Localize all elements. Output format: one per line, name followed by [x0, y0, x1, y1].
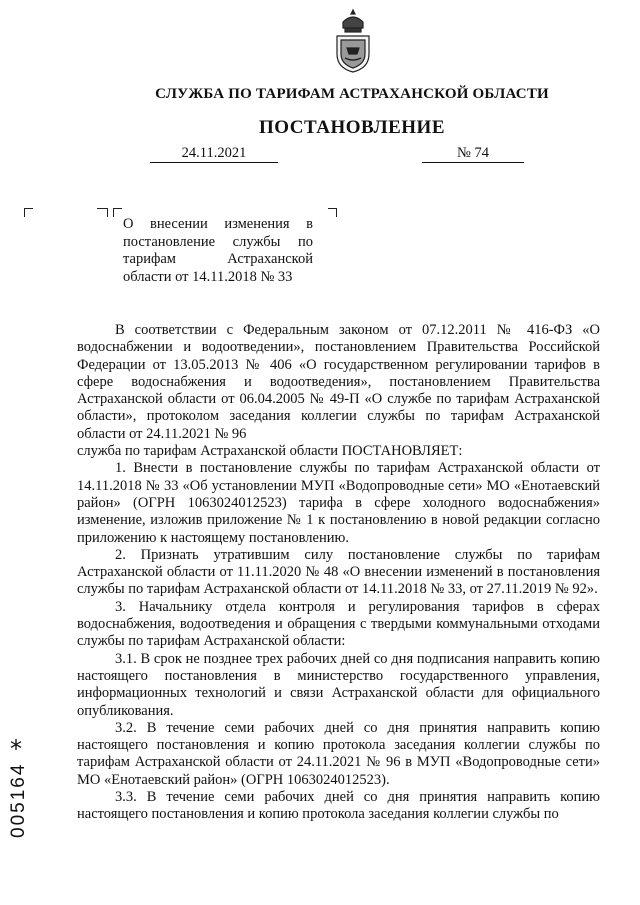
document-body	[77, 322, 600, 824]
agency-name: СЛУЖБА ПО ТАРИФАМ АСТРАХАНСКОЙ ОБЛАСТИ	[155, 86, 549, 102]
margin-asterisk: *	[10, 735, 22, 763]
clause-3-3: 3.3. В течение семи рабочих дней со дня принятия направить копию настоящего постановления и копию протокола заседания коллегии службы по	[77, 789, 600, 823]
preamble-paragraph: В соответствии с Федеральным законом от 07.12.2011 № 416-ФЗ «О водоснабжении и водоотведении», постановлением Правительства Российской Федерации от 13.05.2013 № 406 «О государственном регулировании тарифов в сфере водоснабжения и водоотведения», постановлением Правительства Астраханской области от 06.04.2005 № 49-П «О службе по тарифам Астраханской области», протоколом заседания коллегии службы по тарифам Астраханской области от 24.11.2021 № 96	[77, 322, 600, 442]
clause-2: 2. Признать утратившим силу постановление службы по тарифам Астраханской области от 11.11.2020 № 48 «О внесении изменений в постановления службы по тарифам Астраханской области от 14.11.2018 № 33, от 27.11.2019 № 92».	[77, 546, 600, 598]
document-type: ПОСТАНОВЛЕНИЕ	[258, 117, 446, 138]
document-date: 24.11.2021	[150, 145, 278, 163]
subject-line: области от 14.11.2018 № 33	[123, 268, 293, 285]
margin-stamp-number: 005164	[8, 762, 29, 838]
corner-mark	[97, 208, 108, 217]
corner-mark	[24, 208, 33, 217]
clause-3-2: 3.2. В течение семи рабочих дней со дня принятия направить копию настоящего постановления и копию протокола заседания коллегии службы по тарифам Астраханской области от 24.11.2021 № 96 в МУП «Водопроводные сети» МО «Енотаевский район» (ОГРН 1063024012523).	[77, 719, 600, 788]
decree-line: служба по тарифам Астраханской области ПОСТАНОВЛЯЕТ:	[77, 443, 463, 460]
clause-3-1: 3.1. В срок не позднее трех рабочих дней со дня подписания направить копию настоящего постановления в министерство государственного управления, информационных технологий и связи Астраханской области для официального опубликования.	[77, 650, 600, 719]
subject-line: постановление службы по	[123, 233, 313, 250]
corner-mark	[113, 208, 122, 217]
clause-3: 3. Начальнику отдела контроля и регулирования тарифов в сферах водоснабжения, водоотведения и обращения с твердыми коммунальными отходами службы по тарифам Астраханской области:	[77, 598, 600, 650]
coat-of-arms-emblem	[329, 8, 377, 74]
subject-line: тарифам Астраханской	[123, 251, 313, 267]
document-number: № 74	[422, 145, 524, 163]
document-subject	[123, 216, 313, 286]
clause-1: 1. Внести в постановление службы по тарифам Астраханской области от 14.11.2018 № 33 «Об установлении МУП «Водопроводные сети» МО «Енотаевский район» (ОГРН 1063024012523) тарифа в сфере холодного водоснабжения» изменение, изложив приложение № 1 к постановлению в новой редакции согласно приложению к настоящему постановлению.	[77, 460, 600, 546]
subject-line: О внесении изменения в	[123, 216, 313, 232]
corner-mark	[328, 208, 337, 217]
